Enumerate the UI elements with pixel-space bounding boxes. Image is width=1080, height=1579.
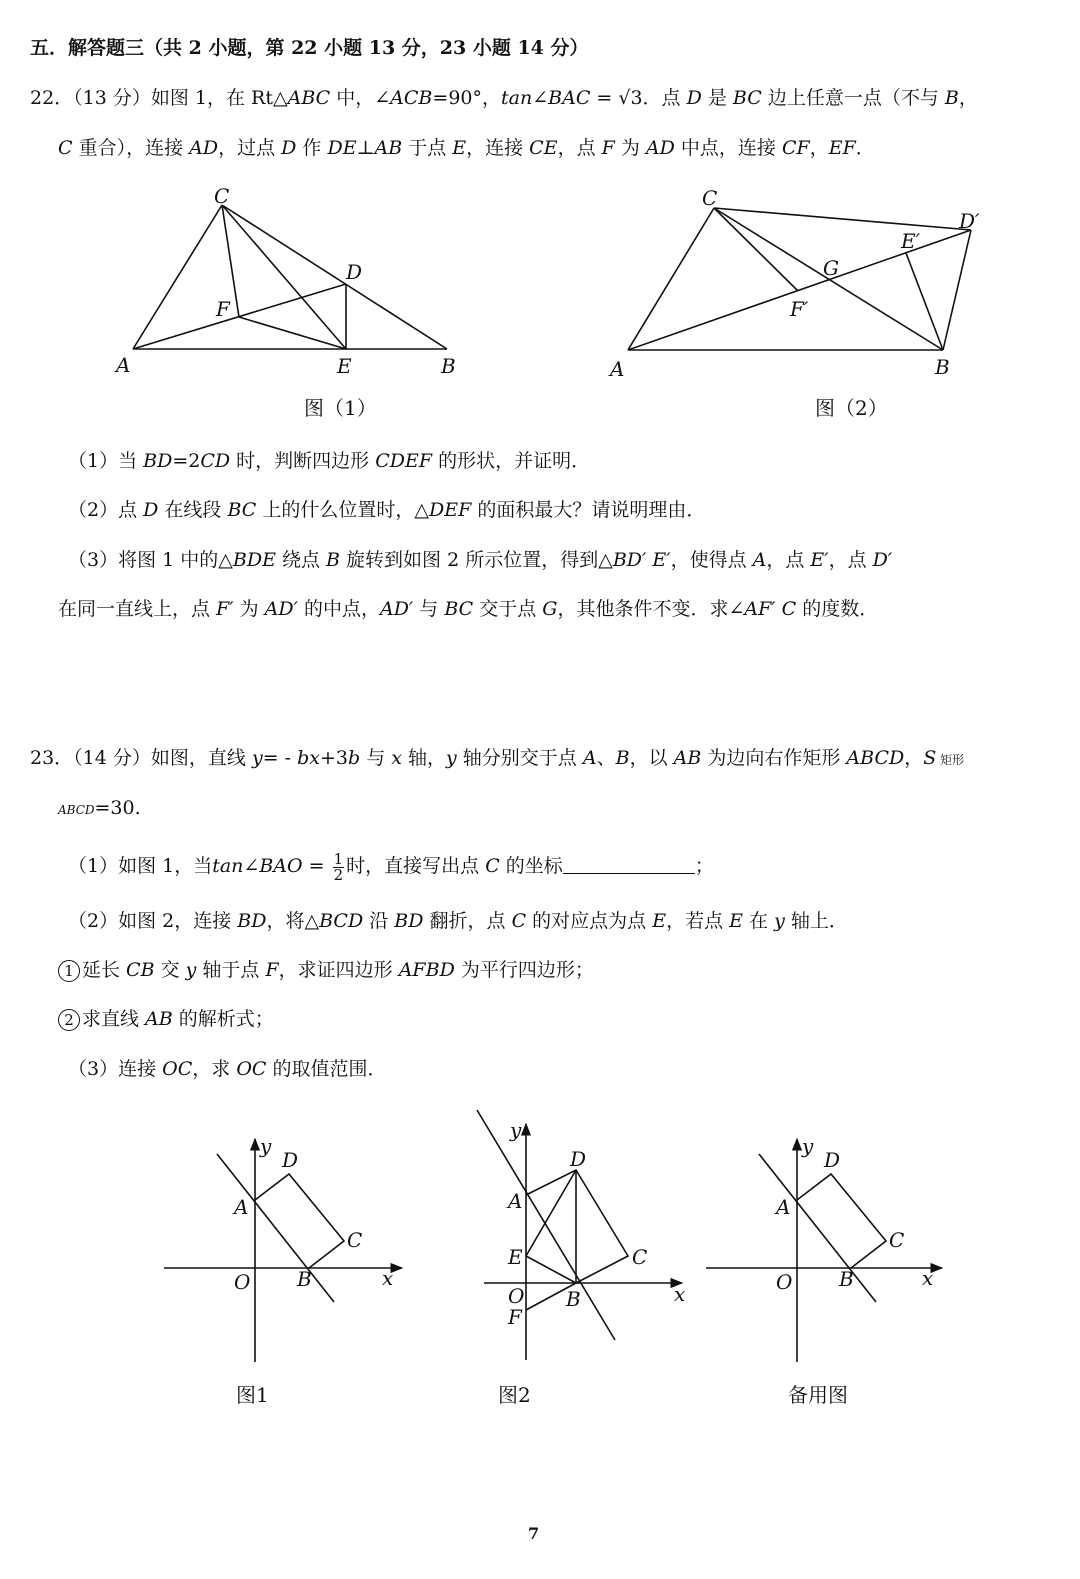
- text: 为: [614, 137, 646, 159]
- text: tan∠BAO: [212, 855, 303, 877]
- text: ，连接: [466, 137, 530, 159]
- text: 在同一直线上，点: [58, 598, 217, 620]
- text: （3）将图 1 中的△: [68, 549, 233, 571]
- text: OC: [236, 1058, 267, 1080]
- text: 的形状，并证明．: [432, 450, 591, 472]
- fraction-numerator: 1: [333, 849, 344, 868]
- text: DEF: [428, 499, 472, 521]
- text: 延长: [82, 959, 127, 981]
- text: y: [774, 910, 785, 932]
- text: 矩形: [936, 753, 965, 767]
- axis-label-y: y: [510, 1118, 522, 1142]
- text: 的坐标: [499, 855, 563, 877]
- text: B: [615, 747, 630, 769]
- text: 作: [296, 137, 328, 159]
- text: AF′ C: [744, 598, 797, 620]
- text: C: [58, 137, 73, 159]
- point-label-c: C: [632, 1245, 648, 1269]
- figure-caption: 备用图: [788, 1383, 848, 1407]
- text: 翻折，点: [423, 910, 512, 932]
- text: = -: [262, 747, 298, 769]
- text: ABC: [287, 87, 331, 109]
- text: D: [686, 87, 702, 109]
- text: CD: [200, 450, 231, 472]
- point-label-c: C: [889, 1228, 905, 1252]
- text: ABCD: [58, 803, 95, 817]
- text: ，使得点: [670, 549, 753, 571]
- text: 求直线: [82, 1008, 146, 1030]
- text: E′: [810, 549, 829, 571]
- text: 旋转到如图 2 所示位置，得到△: [340, 549, 613, 571]
- point-label-b: B: [441, 354, 456, 378]
- text: AFBD: [398, 959, 455, 981]
- text: b: [348, 747, 361, 769]
- text: CE: [529, 137, 558, 159]
- point-label-f: F: [508, 1305, 522, 1329]
- text: 时，判断四边形: [230, 450, 376, 472]
- text: 的面积最大？请说明理由．: [471, 499, 706, 521]
- text: 中点，连接: [674, 137, 782, 159]
- point-label-b: B: [839, 1267, 854, 1291]
- figure-caption: 图1: [236, 1383, 269, 1407]
- text: 轴于点: [196, 959, 266, 981]
- text: A: [752, 549, 767, 571]
- text: =30.: [94, 797, 141, 819]
- axis-label-y: y: [802, 1134, 814, 1158]
- text: bx: [297, 747, 320, 769]
- text: ⊥: [356, 137, 375, 159]
- text: CDEF: [375, 450, 433, 472]
- point-label-o: O: [508, 1284, 525, 1308]
- text: 为: [233, 598, 265, 620]
- text: AB: [145, 1008, 173, 1030]
- text: ACB: [390, 87, 433, 109]
- text: 在: [743, 910, 775, 932]
- point-label-a: A: [234, 1195, 249, 1219]
- text: y: [251, 747, 263, 769]
- text: 边上任意一点（不与: [761, 87, 945, 109]
- text: （3）连接: [68, 1058, 163, 1080]
- text: 沿: [363, 910, 395, 932]
- text: C: [485, 855, 500, 877]
- point-label-e-prime: E′: [901, 229, 921, 253]
- text: BC: [227, 499, 257, 521]
- rectangle-abcd: [797, 1174, 886, 1268]
- text: ．: [855, 137, 875, 159]
- point-label-a: A: [116, 353, 131, 377]
- point-label-a: A: [776, 1195, 791, 1219]
- text: F: [601, 137, 615, 159]
- figure-caption: 图2: [498, 1383, 531, 1407]
- text: BC: [732, 87, 762, 109]
- text: BD: [394, 910, 424, 932]
- text: y: [446, 747, 457, 769]
- text: ABCD: [846, 747, 905, 769]
- text: 、: [596, 747, 616, 769]
- axis-label-x: x: [922, 1266, 934, 1290]
- text: F′: [216, 598, 234, 620]
- text: AB: [374, 137, 403, 159]
- text: ，求证四边形: [278, 959, 399, 981]
- text: 上的什么位置时，△: [256, 499, 429, 521]
- text: ，点: [766, 549, 811, 571]
- text: 的取值范围．: [266, 1058, 387, 1080]
- text: ，过点: [218, 137, 282, 159]
- text: EF: [828, 137, 856, 159]
- point-label-b: B: [566, 1287, 581, 1311]
- text: B: [326, 549, 341, 571]
- point-label-d: D: [346, 260, 363, 284]
- text: =: [302, 855, 331, 877]
- figure-caption: 图（2）: [815, 396, 888, 420]
- text: 时，直接写出点: [346, 855, 486, 877]
- text: ，若点: [666, 910, 730, 932]
- text: AB: [673, 747, 702, 769]
- point-label-a: A: [508, 1189, 523, 1213]
- text: ，: [809, 137, 829, 159]
- text: ，其他条件不变．求∠: [557, 598, 745, 620]
- text: 轴上．: [784, 910, 848, 932]
- point-label-o: O: [776, 1270, 793, 1294]
- text: F: [265, 959, 279, 981]
- text: （1）如图 1，当: [68, 855, 213, 877]
- page-number: 7: [528, 1524, 540, 1543]
- text: E: [652, 910, 667, 932]
- point-label-e: E: [508, 1245, 523, 1269]
- text: AD′: [264, 598, 298, 620]
- point-label-b: B: [297, 1267, 312, 1291]
- text: G: [542, 598, 558, 620]
- point-label-c: C: [347, 1228, 363, 1252]
- text: 22．（13 分）如图 1，在 Rt△: [30, 87, 288, 109]
- point-label-b: B: [935, 355, 950, 379]
- text: 的度数．: [796, 598, 879, 620]
- point-label-c: C: [702, 186, 718, 210]
- point-label-f: F: [216, 297, 230, 321]
- section-title: 五．解答题三（共 2 小题，第 22 小题 13 分，23 小题 14 分）: [30, 37, 589, 59]
- point-label-g: G: [823, 256, 839, 280]
- text: ，求: [192, 1058, 237, 1080]
- text: =2: [172, 450, 201, 472]
- text: BCD: [319, 910, 364, 932]
- text: AD: [189, 137, 219, 159]
- text: D′: [872, 549, 893, 571]
- point-label-a: A: [610, 357, 625, 381]
- circled-number: 1: [58, 960, 80, 982]
- text: ，以: [629, 747, 674, 769]
- point-label-d-prime: D′: [959, 209, 980, 233]
- text: 绕点: [275, 549, 327, 571]
- text: BD: [143, 450, 173, 472]
- text: BDE: [232, 549, 276, 571]
- text: 交于点: [473, 598, 543, 620]
- text: ，点: [828, 549, 873, 571]
- text: （2）点: [68, 499, 144, 521]
- text: CF: [781, 137, 810, 159]
- text: 交: [154, 959, 186, 981]
- point-label-f-prime: F′: [790, 297, 809, 321]
- text: BD: [237, 910, 267, 932]
- point-label-c: C: [214, 184, 230, 208]
- text: +3: [319, 747, 348, 769]
- point-label-o: O: [234, 1270, 251, 1294]
- text: D: [281, 137, 297, 159]
- text: OC: [162, 1058, 193, 1080]
- text: AD: [645, 137, 675, 159]
- point-label-d: D: [824, 1148, 841, 1172]
- axis-label-x: x: [674, 1282, 686, 1306]
- text: 与: [413, 598, 445, 620]
- text: BD′ E′: [612, 549, 671, 571]
- text: E: [452, 137, 467, 159]
- text: AD′: [379, 598, 414, 620]
- point-label-d: D: [570, 1147, 587, 1171]
- axis-label-y: y: [260, 1134, 272, 1158]
- text: BC: [444, 598, 474, 620]
- text: =90°，: [432, 87, 502, 109]
- axis-label-x: x: [382, 1266, 394, 1290]
- text: 轴，: [401, 747, 447, 769]
- text: 的中点，: [297, 598, 380, 620]
- text: C: [511, 910, 527, 932]
- text: x: [391, 747, 402, 769]
- text: 的对应点为点: [526, 910, 653, 932]
- text: ，: [958, 87, 978, 109]
- text: 为平行四边形；: [454, 959, 594, 981]
- text: 为边向右作矩形: [701, 747, 847, 769]
- text: 23．（14 分）如图，直线: [30, 747, 252, 769]
- figure-caption: 图（1）: [304, 396, 377, 420]
- point-label-e: E: [337, 354, 352, 378]
- text: （1）当: [68, 450, 144, 472]
- text: ，: [904, 747, 924, 769]
- text: = √3．点: [590, 87, 687, 109]
- text: tan∠BAC: [501, 87, 591, 109]
- text: 中，∠: [330, 87, 391, 109]
- text: 与: [360, 747, 392, 769]
- text: E: [729, 910, 744, 932]
- text: CB: [126, 959, 155, 981]
- text: DE: [327, 137, 357, 159]
- text: ；: [694, 855, 714, 877]
- text: （2）如图 2，连接: [68, 910, 238, 932]
- point-label-d: D: [282, 1148, 299, 1172]
- text: ，点: [557, 137, 602, 159]
- text: A: [582, 747, 597, 769]
- text: 在线段: [158, 499, 228, 521]
- fraction-denominator: 2: [333, 865, 344, 884]
- text: B: [944, 87, 959, 109]
- text: 重合），连接: [72, 137, 190, 159]
- text: 的解析式；: [172, 1008, 274, 1030]
- text: ，将△: [266, 910, 320, 932]
- text: 轴分别交于点: [456, 747, 583, 769]
- text: 是: [701, 87, 733, 109]
- circled-number: 2: [58, 1009, 80, 1031]
- text: y: [185, 959, 197, 981]
- text: D: [143, 499, 159, 521]
- text: 于点: [402, 137, 453, 159]
- text: S: [923, 747, 937, 769]
